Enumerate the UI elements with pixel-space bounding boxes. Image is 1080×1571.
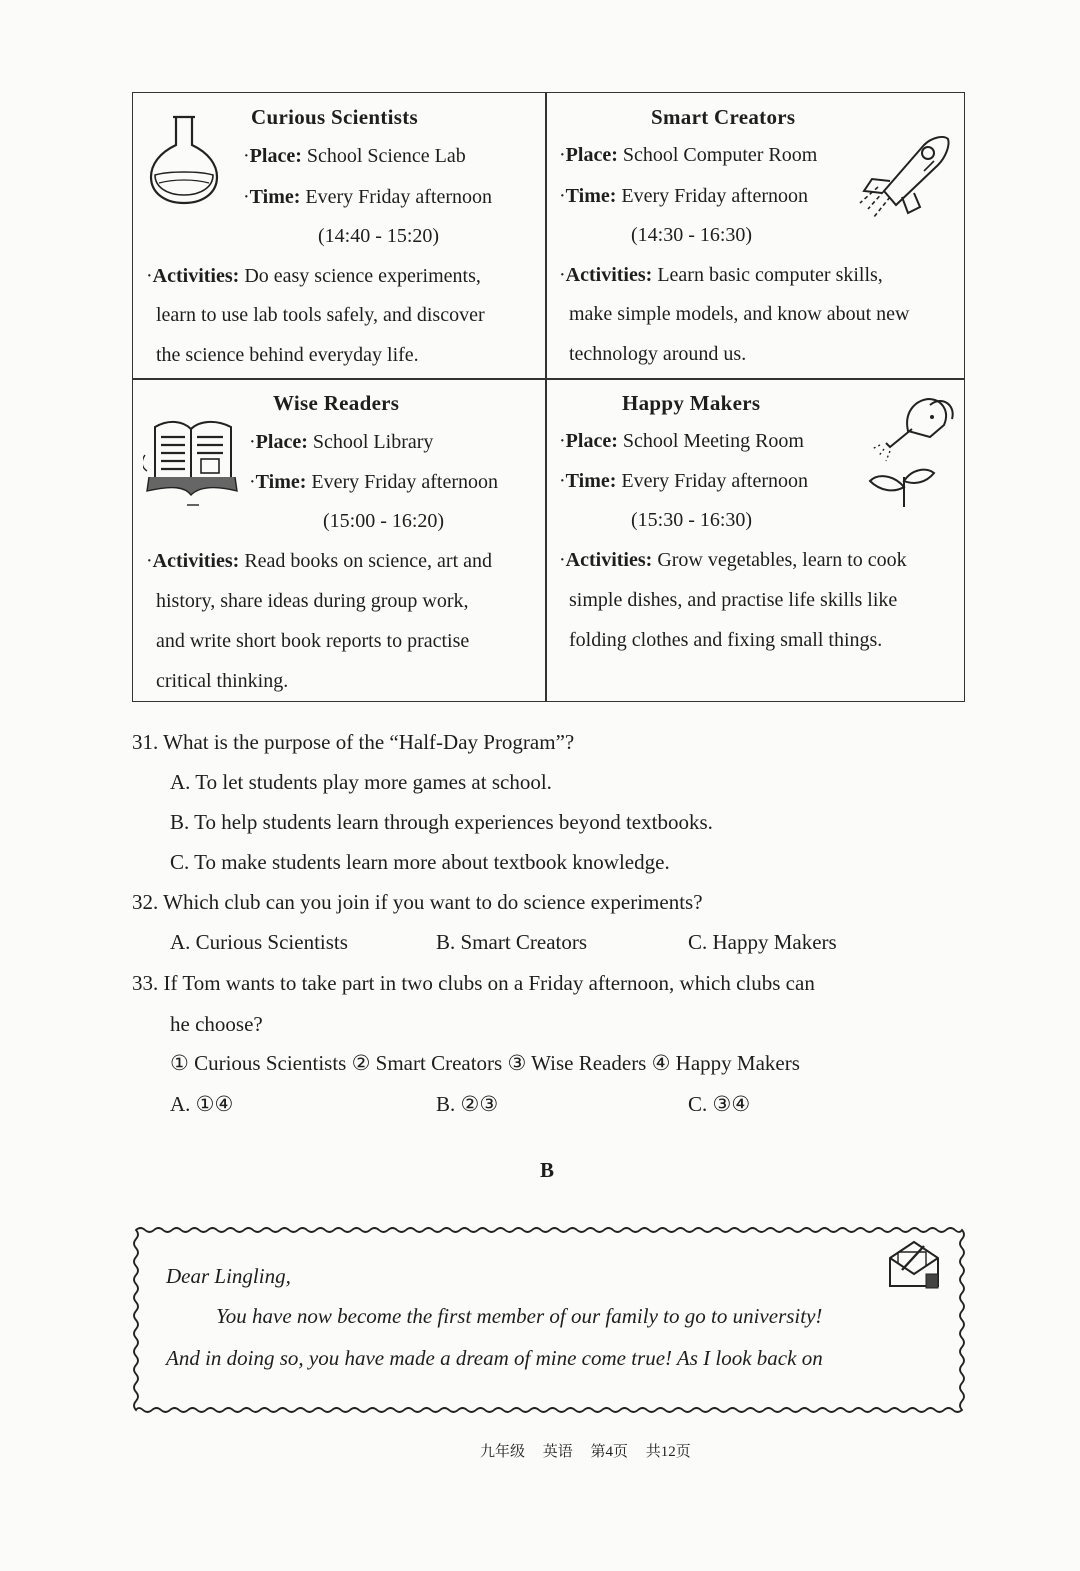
footer-total: 共12页 xyxy=(645,1444,691,1460)
club-hours: (15:30 - 16:30) xyxy=(631,509,753,531)
question-text: What is the purpose of the “Half-Day Program”? xyxy=(163,730,575,754)
watering-can-icon xyxy=(864,391,960,511)
club-activities-line: learn to use lab tools safely, and discover xyxy=(156,304,485,326)
question-number: 32. xyxy=(132,890,159,914)
club-activities: ·Activities: Read books on science, art and xyxy=(146,550,493,572)
footer-subject: 英语 xyxy=(542,1444,573,1460)
club-name: Happy Makers xyxy=(622,391,761,415)
club-time: ·Time: Every Friday afternoon xyxy=(559,185,809,207)
club-time: ·Time: Every Friday afternoon xyxy=(559,470,809,492)
letter-passage-box xyxy=(128,1222,970,1418)
club-hours: (15:00 - 16:20) xyxy=(323,510,445,532)
letter-line: And in doing so, you have made a dream of mine come true! As I look back on xyxy=(166,1346,823,1370)
club-activities: ·Activities: Do easy science experiments, xyxy=(146,265,481,287)
question-option[interactable]: B. To help students learn through experiences beyond textbooks. xyxy=(170,810,713,834)
club-time: ·Time: Every Friday afternoon xyxy=(243,186,493,208)
club-activities-line: history, share ideas during group work, xyxy=(156,590,469,612)
footer-page: 第4页 xyxy=(590,1444,629,1460)
question-option[interactable]: A. To let students play more games at school. xyxy=(170,770,552,794)
club-table xyxy=(132,92,965,702)
club-place: ·Place: School Computer Room xyxy=(559,144,818,166)
club-activities: ·Activities: Grow vegetables, learn to cook xyxy=(559,549,907,571)
club-name: Wise Readers xyxy=(273,391,400,415)
section-heading: B xyxy=(540,1158,555,1182)
page-footer xyxy=(480,1440,705,1461)
club-hours: (14:40 - 15:20) xyxy=(318,225,440,247)
club-name: Curious Scientists xyxy=(251,105,419,129)
club-activities: ·Activities: Learn basic computer skills, xyxy=(559,264,883,286)
question-option[interactable]: C. ③④ xyxy=(688,1092,751,1116)
question-text: Which club can you join if you want to do science experiments? xyxy=(163,890,703,914)
open-book-icon xyxy=(143,415,241,511)
letter-envelope-icon xyxy=(886,1236,942,1292)
club-activities-line: simple dishes, and practise life skills like xyxy=(569,589,898,611)
question-option[interactable]: B. ②③ xyxy=(436,1092,499,1116)
club-activities-line: technology around us. xyxy=(569,343,747,365)
question-text: If Tom wants to take part in two clubs on a Friday afternoon, which clubs can xyxy=(163,971,815,995)
club-cell-smart-creators xyxy=(546,93,964,378)
question-option[interactable]: A. ①④ xyxy=(170,1092,234,1116)
club-hours: (14:30 - 16:30) xyxy=(631,224,753,246)
flask-icon xyxy=(149,113,219,205)
question-32 xyxy=(132,890,703,915)
letter-greeting: Dear Lingling, xyxy=(166,1264,291,1288)
club-time: ·Time: Every Friday afternoon xyxy=(249,471,499,493)
club-activities-line: make simple models, and know about new xyxy=(569,303,910,325)
question-option[interactable]: C. Happy Makers xyxy=(688,930,837,954)
letter-line: You have now become the first member of our family to go to university! xyxy=(216,1304,823,1328)
question-number: 31. xyxy=(132,730,159,754)
club-cell-happy-makers xyxy=(546,379,964,701)
club-place: ·Place: School Library xyxy=(249,431,434,453)
club-cell-wise-readers xyxy=(133,379,545,701)
club-activities-line: and write short book reports to practise xyxy=(156,630,470,652)
question-option[interactable]: C. To make students learn more about textbook knowledge. xyxy=(170,850,670,874)
club-place: ·Place: School Science Lab xyxy=(243,145,466,167)
club-activities-line: critical thinking. xyxy=(156,670,289,692)
question-33 xyxy=(132,971,815,996)
club-place: ·Place: School Meeting Room xyxy=(559,430,804,452)
rocket-icon xyxy=(854,131,954,221)
club-activities-line: folding clothes and fixing small things. xyxy=(569,629,883,651)
question-option[interactable]: B. Smart Creators xyxy=(436,930,588,954)
question-choices: ① Curious Scientists ② Smart Creators ③ Wise Readers ④ Happy Makers xyxy=(170,1051,800,1075)
question-option[interactable]: A. Curious Scientists xyxy=(170,930,348,954)
question-number: 33. xyxy=(132,971,159,995)
footer-grade: 九年级 xyxy=(480,1444,526,1460)
club-cell-curious-scientists xyxy=(133,93,545,378)
club-activities-line: the science behind everyday life. xyxy=(156,344,419,366)
question-text-continued: he choose? xyxy=(170,1012,263,1036)
question-31 xyxy=(132,730,574,755)
club-name: Smart Creators xyxy=(651,105,796,129)
